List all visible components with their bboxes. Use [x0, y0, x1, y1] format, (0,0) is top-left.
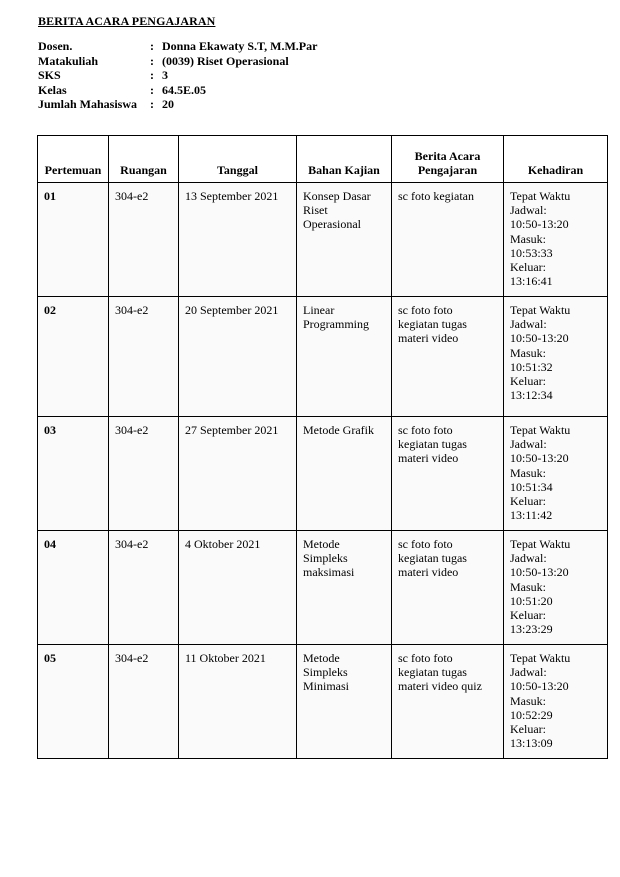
info-label: SKS [38, 68, 61, 82]
bahan-line: Konsep Dasar [303, 189, 371, 203]
cell-kehadiran [504, 531, 608, 645]
bahan-line: Operasional [303, 217, 361, 232]
bahan-line: maksimasi [303, 565, 355, 580]
attendance-table [37, 135, 608, 759]
berita-line: sc foto kegiatan [398, 189, 474, 203]
cell-ruangan: 304-e2 [109, 297, 179, 417]
kehadiran-line: Masuk: [510, 693, 546, 708]
berita-line: sc foto foto [398, 537, 453, 551]
bahan-line: Linear [303, 303, 335, 317]
info-row-kelas [38, 83, 317, 98]
info-separator: : [150, 39, 154, 53]
cell-bahan [297, 297, 392, 417]
kehadiran-line: Tepat Waktu [510, 189, 571, 203]
cell-tanggal: 13 September 2021 [179, 183, 297, 297]
table-row [38, 297, 608, 417]
info-label: Matakuliah [38, 53, 99, 68]
berita-line: materi video [398, 331, 459, 346]
info-value: 20 [162, 97, 174, 111]
berita-line: kegiatan tugas [398, 317, 467, 332]
info-value: (0039) Riset Operasional [162, 53, 289, 68]
info-value: Donna Ekawaty S.T, M.M.Par [162, 39, 318, 53]
berita-line: materi video [398, 565, 459, 580]
kehadiran-line: Masuk: [510, 345, 546, 360]
kehadiran-line: 13:13:09 [510, 736, 553, 751]
cell-bahan [297, 645, 392, 759]
info-value: 64.5E.05 [162, 82, 207, 97]
kehadiran-line: 10:50-13:20 [510, 451, 569, 466]
info-row-sks [38, 68, 317, 83]
info-row-matakuliah [38, 54, 317, 69]
kehadiran-line: 10:50-13:20 [510, 565, 569, 580]
kehadiran-line: Jadwal: [510, 437, 547, 452]
info-separator: : [150, 97, 154, 111]
info-separator: : [150, 53, 154, 68]
kehadiran-line: Jadwal: [510, 551, 547, 566]
page-title: BERITA ACARA PENGAJARAN [38, 14, 216, 28]
table-row [38, 183, 608, 297]
bahan-line: Metode [303, 537, 340, 551]
header-tanggal: Tanggal [179, 136, 297, 183]
info-label: Dosen. [38, 39, 73, 53]
cell-kehadiran [504, 183, 608, 297]
table-row [38, 645, 608, 759]
header-kehadiran: Kehadiran [504, 136, 608, 183]
cell-berita [392, 297, 504, 417]
bahan-line: Simpleks [303, 551, 348, 566]
cell-berita [392, 645, 504, 759]
cell-kehadiran [504, 297, 608, 417]
berita-line: sc foto foto [398, 651, 453, 665]
kehadiran-line: Keluar: [510, 374, 546, 389]
kehadiran-line: Masuk: [510, 465, 546, 480]
info-separator: : [150, 68, 154, 82]
header-bahan-kajian: Bahan Kajian [297, 136, 392, 183]
bahan-line: Minimasi [303, 679, 350, 694]
cell-berita [392, 417, 504, 531]
cell-ruangan: 304-e2 [109, 531, 179, 645]
kehadiran-line: 10:51:32 [510, 359, 553, 374]
info-label: Jumlah Mahasiswa [38, 97, 138, 111]
cell-pertemuan: 01 [38, 183, 109, 297]
cell-tanggal: 27 September 2021 [179, 417, 297, 531]
berita-line: sc foto foto [398, 303, 453, 317]
bahan-line: Metode [303, 651, 340, 665]
cell-tanggal: 20 September 2021 [179, 297, 297, 417]
cell-ruangan: 304-e2 [109, 183, 179, 297]
cell-pertemuan: 04 [38, 531, 109, 645]
cell-kehadiran [504, 417, 608, 531]
header-berita-line: Berita Acara [414, 149, 481, 163]
kehadiran-line: 10:50-13:20 [510, 331, 569, 346]
berita-line: sc foto foto [398, 423, 453, 437]
table-header-row [38, 136, 608, 183]
bahan-line: Programming [303, 317, 369, 332]
cell-pertemuan: 05 [38, 645, 109, 759]
kehadiran-line: Jadwal: [510, 665, 547, 680]
cell-bahan [297, 531, 392, 645]
kehadiran-line: 10:53:33 [510, 245, 553, 260]
berita-line: materi video quiz [398, 679, 482, 694]
cell-pertemuan: 03 [38, 417, 109, 531]
kehadiran-line: 10:51:20 [510, 593, 553, 608]
kehadiran-line: Keluar: [510, 608, 546, 623]
info-row-dosen [38, 39, 317, 54]
berita-line: materi video [398, 451, 459, 466]
kehadiran-line: 13:16:41 [510, 274, 553, 289]
kehadiran-line: Masuk: [510, 231, 546, 246]
kehadiran-line: Keluar: [510, 722, 546, 737]
cell-pertemuan: 02 [38, 297, 109, 417]
header-pertemuan: Pertemuan [38, 136, 109, 183]
course-info [38, 39, 317, 112]
cell-kehadiran [504, 645, 608, 759]
cell-ruangan: 304-e2 [109, 645, 179, 759]
bahan-line: Riset [303, 203, 328, 218]
table-row [38, 531, 608, 645]
info-separator: : [150, 82, 154, 97]
kehadiran-line: Keluar: [510, 494, 546, 509]
kehadiran-line: 10:51:34 [510, 479, 553, 494]
kehadiran-line: 13:11:42 [510, 508, 553, 523]
cell-bahan [297, 417, 392, 531]
berita-line: kegiatan tugas [398, 665, 467, 680]
info-row-jumlah-mahasiswa [38, 97, 317, 112]
kehadiran-line: Tepat Waktu [510, 651, 571, 665]
kehadiran-line: Tepat Waktu [510, 537, 571, 551]
cell-tanggal: 4 Oktober 2021 [179, 531, 297, 645]
bahan-line: Metode Grafik [303, 423, 374, 437]
kehadiran-line: 13:12:34 [510, 388, 553, 403]
kehadiran-line: Jadwal: [510, 203, 547, 218]
cell-berita [392, 531, 504, 645]
kehadiran-line: Keluar: [510, 260, 546, 275]
berita-line: kegiatan tugas [398, 437, 467, 452]
kehadiran-line: 10:50-13:20 [510, 217, 569, 232]
cell-bahan [297, 183, 392, 297]
header-ruangan: Ruangan [109, 136, 179, 183]
kehadiran-line: Jadwal: [510, 317, 547, 332]
info-label: Kelas [38, 82, 67, 97]
kehadiran-line: 10:50-13:20 [510, 679, 569, 694]
cell-ruangan: 304-e2 [109, 417, 179, 531]
kehadiran-line: 10:52:29 [510, 707, 553, 722]
kehadiran-line: Masuk: [510, 579, 546, 594]
kehadiran-line: Tepat Waktu [510, 303, 571, 317]
table-row [38, 417, 608, 531]
info-value: 3 [162, 68, 168, 82]
kehadiran-line: Tepat Waktu [510, 423, 571, 437]
cell-berita [392, 183, 504, 297]
cell-tanggal: 11 Oktober 2021 [179, 645, 297, 759]
header-berita-line: Pengajaran [417, 163, 478, 177]
bahan-line: Simpleks [303, 665, 348, 680]
kehadiran-line: 13:23:29 [510, 622, 553, 637]
berita-line: kegiatan tugas [398, 551, 467, 566]
header-berita-acara [392, 136, 504, 183]
